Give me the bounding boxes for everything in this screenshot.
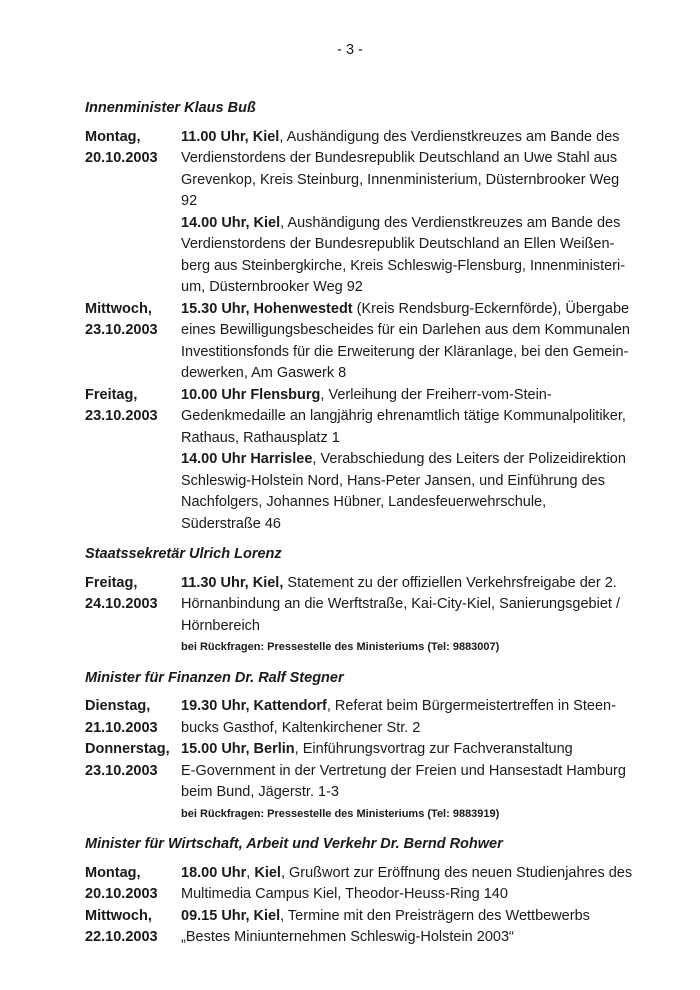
entry-text: , Einführungsvortrag zur Fachveranstaltung: [294, 741, 573, 757]
entry-text-line: [181, 514, 660, 536]
entry-text: , Aushändigung des Verdienstkreuzes am Bande des: [279, 128, 620, 145]
entry-date-column: [85, 385, 181, 450]
entry-text: Multimedia Campus Kiel, Theodor-Heuss-Ring 140: [181, 886, 508, 902]
minister-section: [85, 834, 660, 949]
section-heading: Minister für Finanzen Dr. Ralf Stegner: [85, 669, 344, 686]
entry-text: bucks Gasthof, Kaltenkirchener Str. 2: [181, 719, 421, 736]
schedule-content: [85, 98, 660, 949]
entry-text-bold: 15.00 Uhr, Berlin: [181, 741, 295, 757]
section-heading: Innenminister Klaus Buß: [85, 100, 256, 116]
entry-text: eines Bewilligungsbescheides für ein Darlehen aus dem Kommunalen: [181, 322, 630, 338]
entry-text: , Verabschiedung des Leiters der Polizeidirektion: [312, 451, 626, 467]
entry-text-line: [181, 256, 660, 278]
entry-text-line: [181, 696, 660, 718]
entry-text-line: [181, 342, 660, 364]
entry-date: 21.10.2003: [85, 719, 158, 736]
entry-date-column: [85, 127, 181, 213]
entry-text-line: [181, 191, 660, 213]
entry-day: Montag,: [85, 128, 141, 145]
entry-day: Montag,: [85, 864, 141, 881]
entry-day: Mittwoch,: [85, 300, 152, 317]
entry-date-column: [85, 573, 181, 638]
schedule-entry: [85, 863, 660, 906]
entry-text-line: [181, 782, 660, 804]
entry-text: „Bestes Miniunternehmen Schleswig-Holstein 2003“: [181, 929, 514, 945]
entry-text: berg aus Steinbergkirche, Kreis Schleswig-Flensburg, Innenministeri-: [181, 257, 626, 274]
entry-text-bold: 19.30 Uhr, Kattendorf: [181, 698, 327, 714]
entry-text-line: [181, 406, 660, 428]
entry-text-line: [181, 573, 660, 595]
entry-day: Freitag,: [85, 574, 138, 591]
entry-details: [181, 906, 660, 949]
entry-text-bold: 11.30 Uhr, Kiel,: [181, 574, 284, 591]
minister-section: [85, 544, 660, 659]
entry-text-bold: 18.00 Uhr: [181, 864, 247, 881]
entry-text: beim Bund, Jägerstr. 1-3: [181, 784, 339, 800]
entry-text-line: [181, 761, 660, 783]
schedule-entry: [85, 696, 660, 739]
entry-text: Süderstraße 46: [181, 515, 281, 532]
schedule-entry: [85, 449, 660, 535]
entry-date: 24.10.2003: [85, 596, 158, 612]
entry-details: [181, 573, 660, 638]
entry-date-column: [85, 449, 181, 535]
entry-details: [181, 696, 660, 739]
section-heading: Staatssekretär Ulrich Lorenz: [85, 546, 282, 562]
entry-date-column: [85, 739, 181, 804]
entry-date: 23.10.2003: [85, 408, 158, 424]
entry-text: 92: [181, 193, 198, 209]
schedule-entry: [85, 739, 660, 804]
entry-text: Gedenkmedaille an langjährig ehrenamtlich tätige Kommunalpolitiker,: [181, 408, 626, 424]
entry-details: [181, 213, 660, 299]
entry-text-line: [181, 385, 660, 407]
entry-details: [181, 739, 660, 804]
entry-text-line: [181, 277, 660, 299]
entry-text: Verdienstordens der Bundesrepublik Deutschland an Ellen Weißen-: [181, 236, 615, 252]
entry-text-line: [181, 471, 660, 493]
entry-text: Nachfolgers, Johannes Hübner, Landesfeuerwehrschule,: [181, 494, 547, 510]
entry-text-line: [181, 234, 660, 256]
entry-date-column: [85, 906, 181, 949]
schedule-entry: [85, 385, 660, 450]
entry-text-bold: 15.30 Uhr, Hohenwestedt: [181, 300, 353, 317]
entry-text: Investitionsfonds für die Erweiterung der Kläranlage, bei den Gemein-: [181, 343, 629, 360]
entry-date: 23.10.2003: [85, 762, 158, 779]
entry-text-line: [181, 718, 660, 740]
entry-date-column: [85, 213, 181, 299]
entry-text-line: [181, 148, 660, 170]
entry-details: [181, 299, 660, 385]
entry-text-line: [181, 170, 660, 192]
entry-date: 20.10.2003: [85, 150, 158, 166]
entry-text: ,: [246, 864, 255, 881]
entry-text: E-Government in der Vertretung der Freien und Hansestadt Hamburg: [181, 762, 626, 779]
entry-text: um, Düsternbrooker Weg 92: [181, 279, 363, 295]
entry-details: [181, 127, 660, 213]
entry-text: Verdienstordens der Bundesrepublik Deutschland an Uwe Stahl aus: [181, 150, 618, 166]
entry-text: , Verleihung der Freiherr-vom-Stein-: [320, 386, 552, 403]
entry-text-line: [181, 213, 660, 235]
entry-details: [181, 449, 660, 535]
entry-text: , Termine mit den Preisträgern des Wettbewerbs: [280, 907, 590, 924]
entry-text-line: [181, 927, 660, 949]
section-heading: Minister für Wirtschaft, Arbeit und Verkehr Dr. Bernd Rohwer: [85, 836, 503, 852]
entry-date: 20.10.2003: [85, 886, 158, 902]
entry-day: Freitag,: [85, 386, 138, 403]
entry-text: , Referat beim Bürgermeistertreffen in Steen-: [326, 698, 616, 714]
schedule-entry: [85, 906, 660, 949]
entry-text-line: [181, 594, 660, 616]
entry-text: Statement zu der offiziellen Verkehrsfreigabe der 2.: [283, 574, 617, 591]
schedule-entry: [85, 573, 660, 638]
minister-section: [85, 668, 660, 826]
entry-text: , Grußwort zur Eröffnung des neuen Studienjahres des: [280, 864, 633, 881]
entry-details: [181, 385, 660, 450]
entry-details: [181, 863, 660, 906]
entry-day: Mittwoch,: [85, 907, 152, 924]
entry-text-line: [181, 428, 660, 450]
entry-text-bold: 09.15 Uhr, Kiel: [181, 907, 281, 924]
entry-text: , Aushändigung des Verdienstkreuzes am Bande des: [280, 214, 621, 231]
entry-text-line: [181, 363, 660, 385]
entry-text-bold: 10.00 Uhr Flensburg: [181, 386, 321, 403]
entry-text: Grevenkop, Kreis Steinburg, Innenministerium, Düsternbrooker Weg: [181, 171, 620, 188]
entry-date-column: [85, 299, 181, 385]
contact-note: bei Rückfragen: Pressestelle des Ministeriums (Tel: 9883919): [181, 807, 500, 820]
entry-text-line: [181, 320, 660, 342]
entry-text-bold: 14.00 Uhr, Kiel: [181, 214, 281, 231]
entry-text-bold: 11.00 Uhr, Kiel: [181, 128, 280, 145]
entry-text-line: [181, 492, 660, 514]
contact-note: bei Rückfragen: Pressestelle des Ministeriums (Tel: 9883007): [181, 641, 500, 653]
entry-date: 22.10.2003: [85, 929, 158, 945]
entry-text-line: [181, 299, 660, 321]
entry-text-line: [181, 739, 660, 761]
entry-text-bold: Kiel: [254, 864, 281, 881]
entry-date-column: [85, 863, 181, 906]
schedule-entry: [85, 299, 660, 385]
entry-text: dewerken, Am Gaswerk 8: [181, 365, 347, 381]
entry-text-bold: 14.00 Uhr Harrislee: [181, 451, 313, 467]
entry-day: Dienstag,: [85, 698, 151, 714]
entry-text-line: [181, 906, 660, 928]
entry-text: Hörnanbindung an die Werftstraße, Kai-City-Kiel, Sanierungsgebiet /: [181, 596, 620, 612]
schedule-entry: [85, 213, 660, 299]
page-number: - 3 -: [337, 42, 363, 58]
entry-text-line: [181, 449, 660, 471]
entry-text: (Kreis Rendsburg-Eckernförde), Übergabe: [352, 300, 630, 317]
entry-text-line: [181, 863, 660, 885]
entry-text-line: [181, 127, 660, 149]
entry-day: Donnerstag,: [85, 741, 170, 757]
entry-date: 23.10.2003: [85, 322, 158, 338]
entry-text: Hörnbereich: [181, 617, 260, 634]
schedule-entry: [85, 127, 660, 213]
entry-text-line: [181, 884, 660, 906]
entry-text: Schleswig-Holstein Nord, Hans-Peter Jansen, und Einführung des: [181, 472, 605, 489]
entry-text-line: [181, 616, 660, 638]
entry-date-column: [85, 696, 181, 739]
entry-text: Rathaus, Rathausplatz 1: [181, 429, 340, 446]
minister-section: [85, 98, 660, 535]
